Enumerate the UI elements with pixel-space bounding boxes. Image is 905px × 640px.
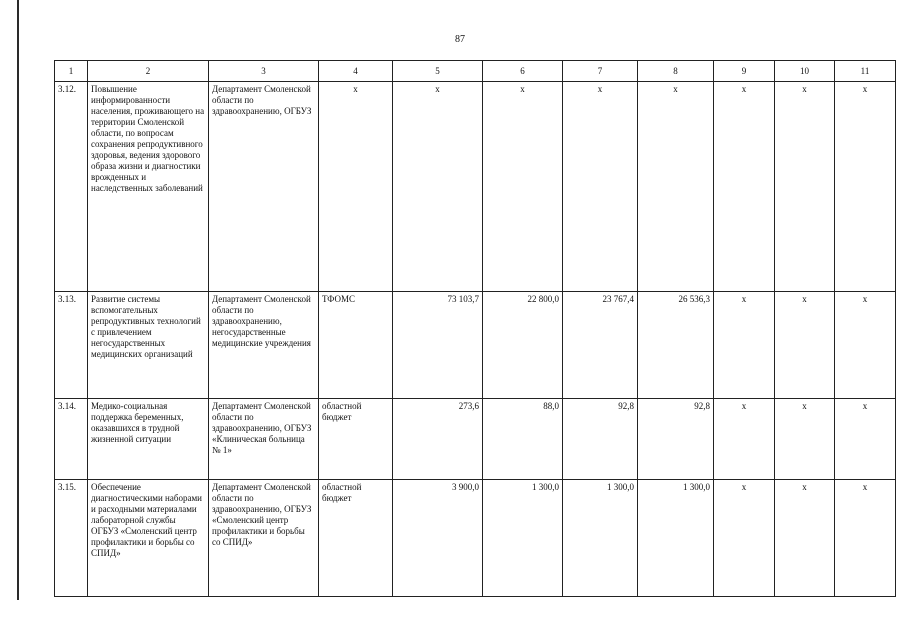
measure-name: Обеспечение диагностическими наборами и расходными материалами лабораторной службы ОГБУЗ «Смоленский центр профилактики и борьбы со СПИД» [88,480,209,597]
executor: Департамент Смоленской области по здравоохранению, ОГБУЗ [209,82,319,292]
total-amount: 3 900,0 [393,480,483,597]
total-amount: 73 103,7 [393,292,483,399]
column-9-value: х [714,82,775,292]
item-number: 3.15. [55,480,88,597]
column-10-value: х [775,480,835,597]
item-number: 3.13. [55,292,88,399]
page-number: 87 [455,34,465,45]
year-3-amount: х [638,82,714,292]
column-10-value: х [775,399,835,480]
column-9-value: х [714,480,775,597]
year-1-amount: 1 300,0 [483,480,563,597]
measure-name: Повышение информированности населения, проживающего на территории Смоленской области, по вопросам сохранения репродуктивного здоровья, ведения здорового образа жизни и диагностики врожденных и наследственных заболеваний [88,82,209,292]
table-row [55,292,896,399]
column-11-value: х [835,399,896,480]
column-11-value: х [835,480,896,597]
table-row [55,480,896,597]
column-header: 2 [88,61,209,82]
column-header: 4 [319,61,393,82]
column-header: 5 [393,61,483,82]
year-2-amount: х [563,82,638,292]
program-measures-table [54,60,896,597]
column-header: 10 [775,61,835,82]
executor: Департамент Смоленской области по здравоохранению, ОГБУЗ «Смоленский центр профилактики и борьбы со СПИД» [209,480,319,597]
column-9-value: х [714,399,775,480]
column-number-header-row [55,61,896,82]
funding-source: областной бюджет [319,480,393,597]
year-2-amount: 92,8 [563,399,638,480]
column-header: 1 [55,61,88,82]
funding-source: х [319,82,393,292]
column-10-value: х [775,82,835,292]
table-row [55,399,896,480]
column-header: 7 [563,61,638,82]
year-1-amount: 88,0 [483,399,563,480]
year-2-amount: 23 767,4 [563,292,638,399]
executor: Департамент Смоленской области по здравоохранению, негосударственные медицинские учреждения [209,292,319,399]
measure-name: Развитие системы вспомогательных репродуктивных технологий с привлечением негосударственных медицинских организаций [88,292,209,399]
page-binding-edge [17,0,19,600]
funding-source: ТФОМС [319,292,393,399]
column-header: 3 [209,61,319,82]
year-1-amount: х [483,82,563,292]
column-header: 11 [835,61,896,82]
year-3-amount: 26 536,3 [638,292,714,399]
column-9-value: х [714,292,775,399]
column-header: 8 [638,61,714,82]
year-2-amount: 1 300,0 [563,480,638,597]
total-amount: 273,6 [393,399,483,480]
column-11-value: х [835,82,896,292]
year-3-amount: 92,8 [638,399,714,480]
item-number: 3.14. [55,399,88,480]
table-row [55,82,896,292]
measure-name: Медико-социальная поддержка беременных, оказавшихся в трудной жизненной ситуации [88,399,209,480]
column-header: 6 [483,61,563,82]
executor: Департамент Смоленской области по здравоохранению, ОГБУЗ «Клиническая больница № 1» [209,399,319,480]
funding-source: областной бюджет [319,399,393,480]
total-amount: х [393,82,483,292]
column-11-value: х [835,292,896,399]
item-number: 3.12. [55,82,88,292]
column-header: 9 [714,61,775,82]
year-1-amount: 22 800,0 [483,292,563,399]
column-10-value: х [775,292,835,399]
year-3-amount: 1 300,0 [638,480,714,597]
